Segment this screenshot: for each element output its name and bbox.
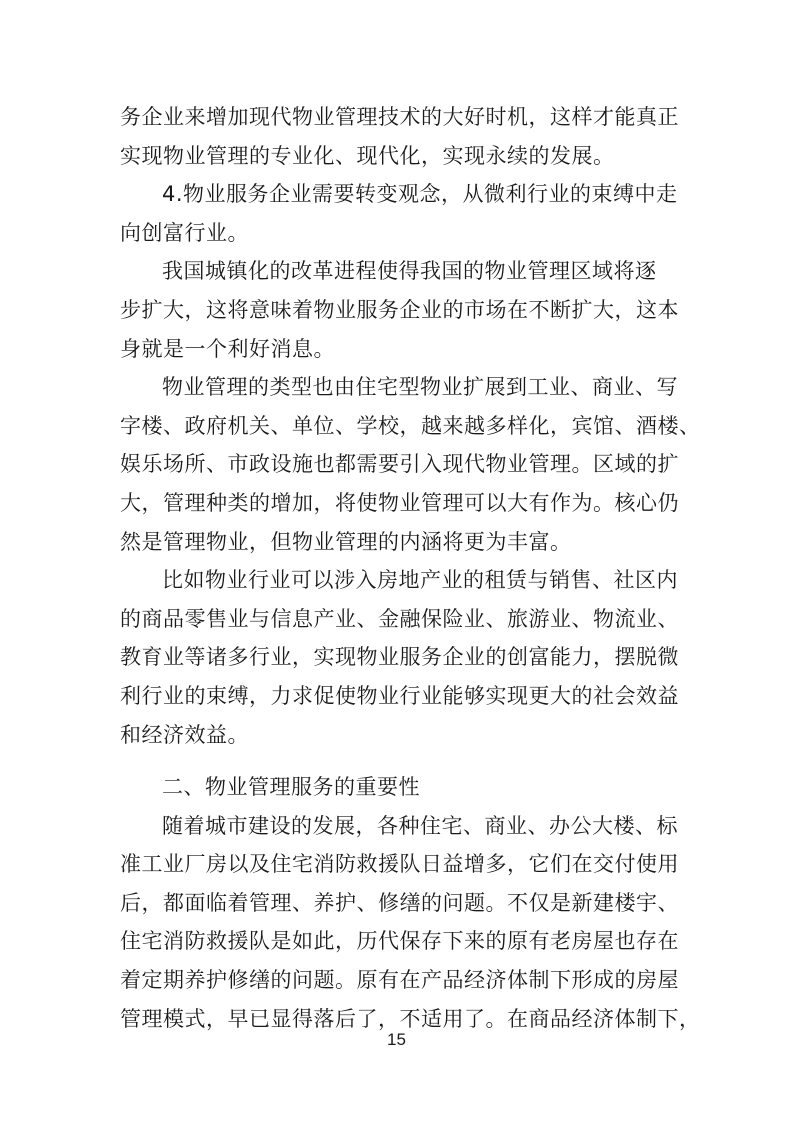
text-line: 的商品零售业与信息产业、金融保险业、旅游业、物流业、 (120, 606, 679, 631)
text-line: 然是管理物业，但物业管理的内涵将更为丰富。 (120, 529, 572, 554)
document-body (120, 98, 701, 1038)
paragraph-point-4 (120, 175, 680, 252)
text-line: 4.物业服务企业需要转变观念，从微利行业的束缚中走 (162, 182, 678, 207)
text-line: 管理模式，早已显得落后了，不适用了。在商品经济体制下， (120, 1006, 701, 1031)
text-line: 后，都面临着管理、养护、修缮的问题。不仅是新建楼宇、 (120, 890, 679, 915)
text-line: 物业管理的类型也由住宅型物业扩展到工业、商业、写 (162, 375, 678, 400)
text-line: 随着城市建设的发展，各种住宅、商业、办公大楼、标 (162, 813, 678, 838)
text-line: 向创富行业。 (120, 220, 249, 245)
paragraph-continuation (120, 98, 680, 175)
text-line: 身就是一个利好消息。 (120, 336, 335, 361)
text-line: 实现物业管理的专业化、现代化，实现永续的发展。 (120, 143, 615, 168)
text-line: 着定期养护修缮的问题。原有在产品经济体制下形成的房屋 (120, 968, 679, 993)
paragraph-types (120, 368, 701, 561)
paragraph-example (120, 561, 680, 754)
text-line: 教育业等诸多行业，实现物业服务企业的创富能力，摆脱微 (120, 645, 679, 670)
text-line: 住宅消防救援队是如此，历代保存下来的原有老房屋也存在 (120, 929, 679, 954)
section-heading: 二、物业管理服务的重要性 (162, 775, 420, 800)
text-line: 务企业来增加现代物业管理技术的大好时机，这样才能真正 (120, 105, 679, 129)
text-line: 利行业的束缚，力求促使物业行业能够实现更大的社会效益 (120, 683, 679, 708)
text-line: 大，管理种类的增加，将使物业管理可以大有作为。核心仍 (120, 490, 679, 515)
text-line: 比如物业行业可以涉入房地产业的租赁与销售、社区内 (162, 568, 678, 593)
text-line: 字楼、政府机关、单位、学校，越来越多样化，宾馆、酒楼、 (120, 413, 701, 438)
section-spacer (120, 754, 680, 768)
text-line: 步扩大，这将意味着物业服务企业的市场在不断扩大，这本 (120, 297, 679, 322)
text-line: 我国城镇化的改革进程使得我国的物业管理区域将逐 (162, 259, 657, 284)
page-number: 15 (387, 1030, 406, 1049)
text-line: 和经济效益。 (120, 722, 249, 747)
paragraph-importance (120, 807, 701, 1039)
text-line: 准工业厂房以及住宅消防救援队日益增多，它们在交付使用 (120, 852, 679, 877)
paragraph-urbanization (120, 252, 680, 368)
text-line: 娱乐场所、市政设施也都需要引入现代物业管理。区域的扩 (120, 452, 679, 477)
